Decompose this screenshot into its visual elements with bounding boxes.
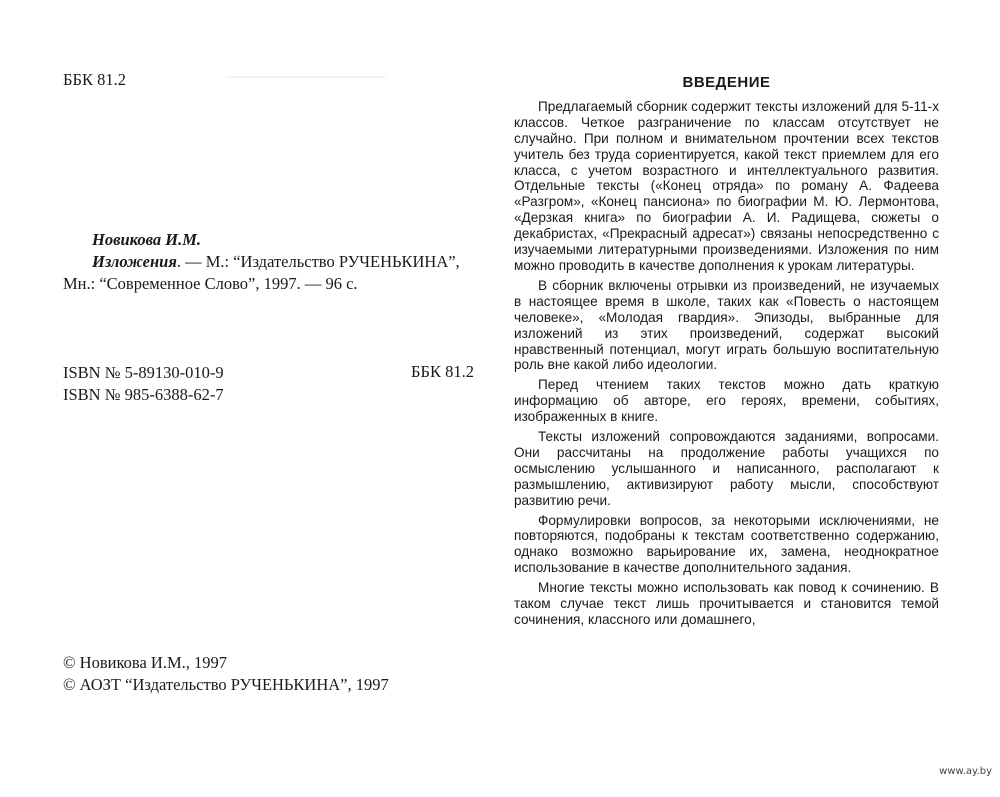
right-page-introduction bbox=[514, 75, 939, 628]
bibliographic-record bbox=[63, 229, 483, 295]
page-smudge bbox=[226, 76, 386, 78]
paragraph: Предлагаемый сборник содержит тексты изложений для 5-11-х классов. Четкое разграничение по классам отсутствует не случайно. При полном и внимательном прочтении всех текстов учитель без труда сориентируется, какой текст приемлем для его класса, с учетом возрастного и интеллектуального развития. Отдельные тексты («Конец отряда» по роману А. Фадеева «Разгром», «Конец пансиона» по биографии М. Ю. Лермонтова, «Дерзкая книга» по биографии А. И. Радищева, сюжеты о декабристах, «Прекрасный адресат») связаны непосредственно с изучаемыми литературными произведениями. Изложения по ним можно проводить в качестве дополнения к урокам литературы. bbox=[514, 98, 939, 273]
author-name: Новикова И.М. bbox=[92, 230, 202, 249]
publisher-line: . — М.: “Издательство РУЧЕНЬКИНА”, bbox=[176, 252, 460, 271]
section-heading: ВВЕДЕНИЕ bbox=[682, 74, 771, 91]
copyright-block bbox=[63, 652, 389, 696]
isbn-1: ISBN № 5-89130-010-9 bbox=[63, 363, 224, 382]
book-title: Изложения bbox=[92, 252, 177, 271]
paragraph: Тексты изложений сопровождаются заданиями, вопросами. Они рассчитаны на продолжение работы учащихся по осмыслению услышанного и написанного, располагают к размышлению, активизируют работу мысли, способствуют развитию речи. bbox=[514, 429, 939, 508]
paragraph: В сборник включены отрывки из произведений, не изучаемых в настоящее время в школе, таких как «Повесть о настоящем человеке», «Молодая гвардия». Эпизоды, выбранные для изложений из этих произведений, содержат высокий нравственный потенциал, могут играть большую воспитательную роль вне какой либо идеологии. bbox=[514, 277, 939, 373]
bbk-code-mid: ББК 81.2 bbox=[411, 362, 474, 381]
paragraph: Формулировки вопросов, за некоторыми исключениями, не повторяются, подобраны к текстам соответственно содержанию, однако возможно варьирование их, замена, неоднократное использование в качестве дополнительного задания. bbox=[514, 512, 939, 576]
bbk-code-top: ББК 81.2 bbox=[63, 70, 126, 89]
isbn-2: ISBN № 985-6388-62-7 bbox=[63, 385, 224, 404]
copyright-2: © АОЗТ “Издательство РУЧЕНЬКИНА”, 1997 bbox=[63, 675, 389, 694]
paragraph: Перед чтением таких текстов можно дать краткую информацию об авторе, его героях, времени, событиях, изображенных в книге. bbox=[514, 377, 939, 425]
site-watermark: www.ay.by bbox=[939, 766, 992, 777]
copyright-1: © Новикова И.М., 1997 bbox=[63, 653, 227, 672]
isbn-block bbox=[63, 362, 224, 406]
paragraph: Многие тексты можно использовать как повод к сочинению. В таком случае текст лишь прочитывается и становится темой сочинения, классного или домашнего, bbox=[514, 580, 939, 627]
publisher-line-2: Мн.: “Современное Слово”, 1997. — 96 с. bbox=[63, 274, 358, 293]
